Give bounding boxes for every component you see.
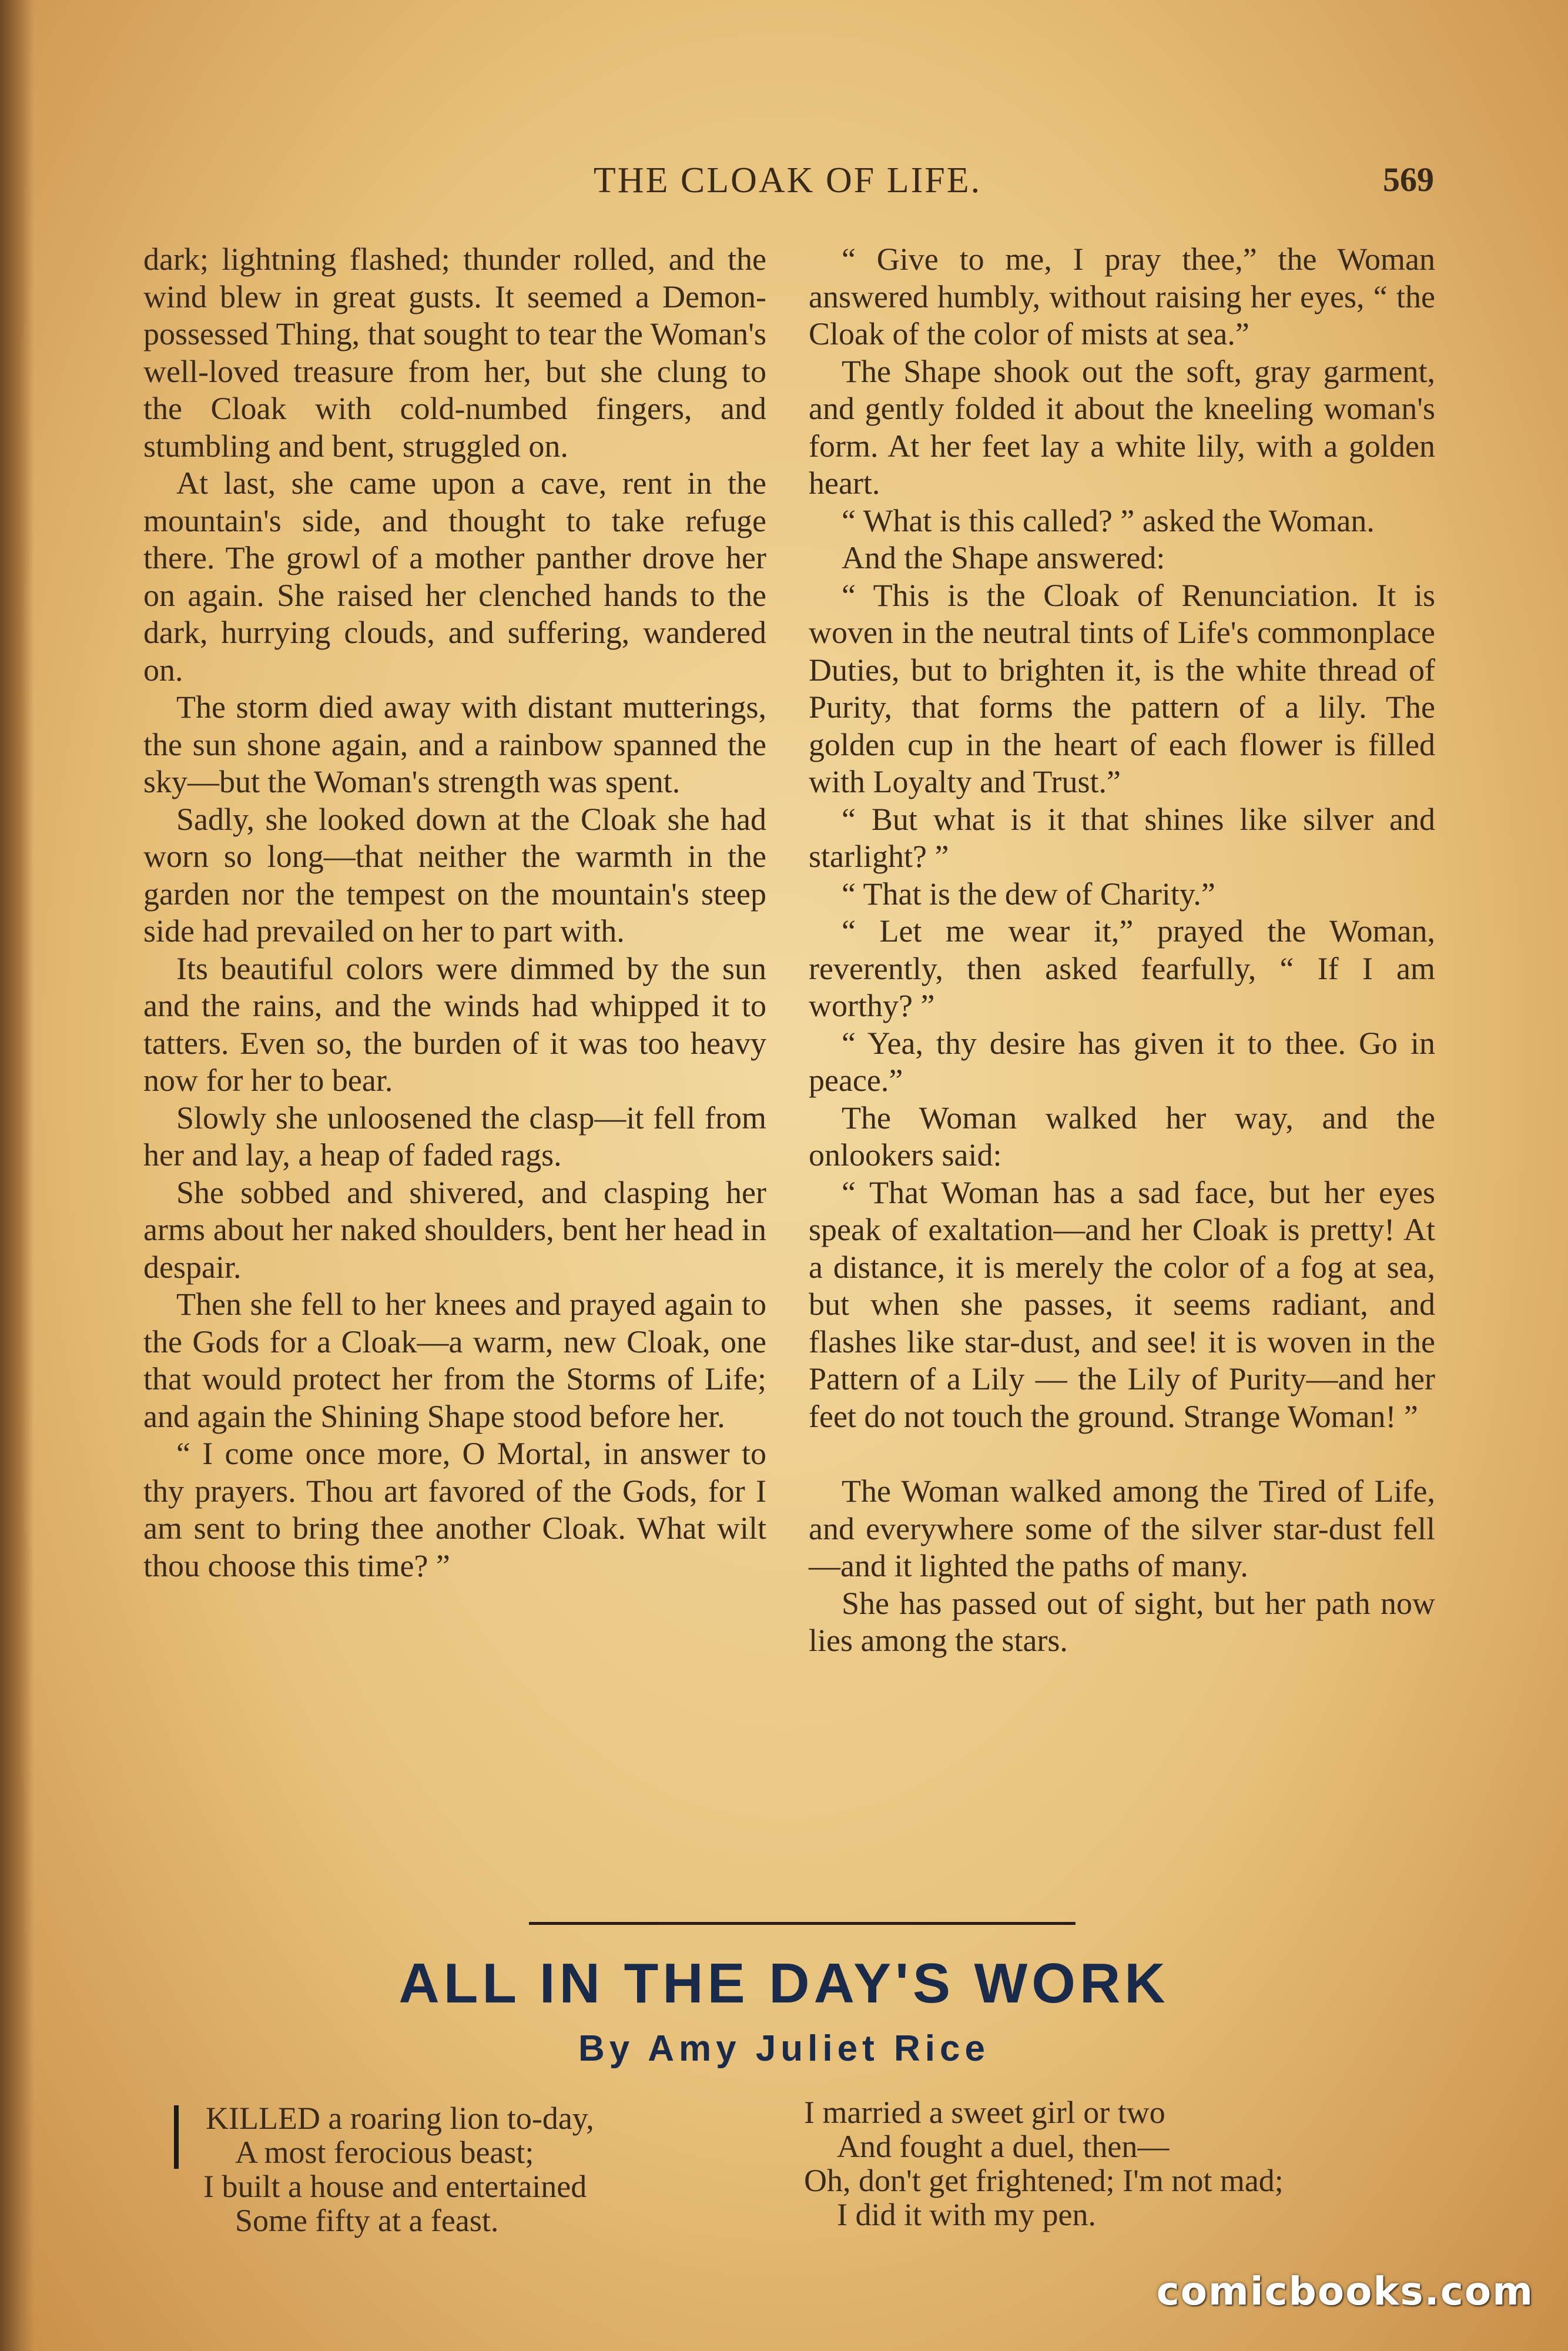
paragraph: The Woman walked among the Tired of Life, and everywhere some of the silver star-dust fell—and it lighted the paths of many. [809, 1473, 1435, 1583]
paragraph: “ Let me wear it,” prayed the Woman, reverently, then asked fearfully, “ If I am worthy? ” [809, 913, 1435, 1023]
paragraph: The Woman walked her way, and the onlookers said: [809, 1100, 1435, 1173]
paragraph: She has passed out of sight, but her path now lies among the stars. [809, 1585, 1435, 1658]
poem-line: And fought a duel, then— [837, 2129, 1170, 2164]
poem-line: KILLED a roaring lion to-day, [206, 2101, 594, 2136]
paragraph: Sadly, she looked down at the Cloak she had worn so long—that neither the warmth in the garden nor the tempest on the mountain's steep side had prevailed on her to part with. [143, 801, 766, 949]
paragraph: The Shape shook out the soft, gray garment, and gently folded it about the kneeling woman's form. At her feet lay a white lily, with a golden heart. [809, 353, 1435, 501]
poem-stanza-left [170, 2101, 793, 2238]
section-divider [529, 1922, 1076, 1925]
poem-line: A most ferocious beast; [235, 2135, 534, 2170]
running-title: THE CLOAK OF LIFE. [593, 160, 982, 200]
page-header [141, 160, 1434, 207]
paragraph: “ Give to me, I pray thee,” the Woman answered humbly, without raising her eyes, “ the Cloak of the color of mists at sea.” [809, 242, 1435, 351]
poem-byline: By Amy Juliet Rice [578, 2028, 990, 2069]
poem-line: I married a sweet girl or two [804, 2095, 1165, 2130]
paragraph: And the Shape answered: [842, 540, 1165, 575]
site-watermark: comicbooks.com [1156, 2269, 1534, 2314]
paragraph: The storm died away with distant mutterings, the sun shone again, and a rainbow spanned the sky—but the Woman's strength was spent. [143, 689, 766, 799]
paragraph: “ That is the dew of Charity.” [842, 876, 1215, 912]
paragraph: “ But what is it that shines like silver and starlight? ” [809, 801, 1435, 874]
paragraph: dark; lightning flashed; thunder rolled, and the wind blew in great gusts. It seemed a Demon-possessed Thing, that sought to tear the Woman's well-loved treasure from her, but she clung to the Cloak with cold-numbed fingers, and stumbling and bent, struggled on. [143, 242, 766, 464]
paragraph: “ I come once more, O Mortal, in answer to thy prayers. Thou art favored of the Gods, for I am sent to bring thee another Cloak. What wilt thou choose this time? ” [143, 1436, 766, 1583]
poem-line: I did it with my pen. [837, 2197, 1096, 2232]
paragraph: Slowly she unloosened the clasp—it fell from her and lay, a heap of faded rags. [143, 1100, 766, 1173]
poem-line: Some fifty at a feast. [235, 2203, 499, 2238]
left-text-column [143, 241, 766, 1585]
poem-title: ALL IN THE DAY'S WORK [398, 1952, 1170, 2015]
poem-line: Oh, don't get frightened; I'm not mad; [804, 2163, 1284, 2198]
page-number: 569 [1383, 160, 1434, 199]
paragraph: “ Yea, thy desire has given it to thee. Go in peace.” [809, 1025, 1435, 1098]
paragraph: “ This is the Cloak of Renunciation. It is woven in the neutral tints of Life's commonplace Duties, but to brighten it, is the white thread of Purity, that forms the pattern of a lily. The golden cup in the heart of each flower is filled with Loyalty and Trust.” [809, 577, 1435, 799]
right-text-column [809, 241, 1435, 1660]
paragraph: She sobbed and shivered, and clasping her arms about her naked shoulders, bent her head in despair. [143, 1174, 766, 1285]
poem-stanza-right [804, 2095, 1450, 2232]
paragraph: “ That Woman has a sad face, but her eyes speak of exaltation—and her Cloak is pretty! At a distance, it is merely the color of a fog at sea, but when she passes, it seems radiant, and flashes like star-dust, and see! it is woven in the Pattern of a Lily — the Lily of Purity—and her feet do not touch the ground. Strange Woman! ” [809, 1174, 1435, 1434]
poem-line: I built a house and entertained [203, 2169, 587, 2204]
paragraph: Then she fell to her knees and prayed again to the Gods for a Cloak—a warm, new Cloak, one that would protect her from the Storms of Life; and again the Shining Shape stood before her. [143, 1287, 766, 1434]
paragraph: At last, she came upon a cave, rent in the mountain's side, and thought to take refuge there. The growl of a mother panther drove her on again. She raised her clenched hands to the dark, hurrying clouds, and suffering, wandered on. [143, 465, 766, 688]
paragraph: “ What is this called? ” asked the Woman. [842, 503, 1375, 538]
paragraph: Its beautiful colors were dimmed by the sun and the rains, and the winds had whipped it to tatters. Even so, the burden of it was too heavy now for her to bear. [143, 950, 766, 1098]
